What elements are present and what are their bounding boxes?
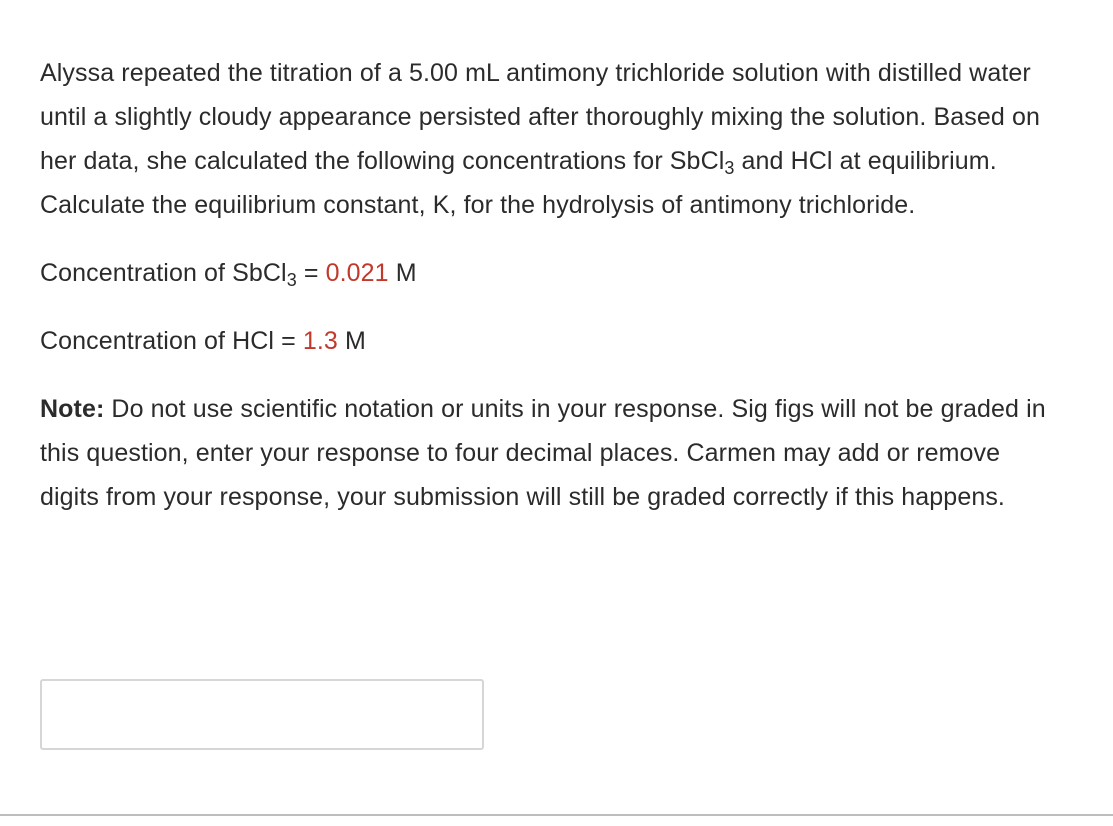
- concentration-hcl-equals: =: [274, 327, 303, 355]
- answer-input[interactable]: [40, 679, 484, 750]
- question-intro: [40, 51, 1060, 227]
- concentration-hcl-unit: M: [337, 327, 366, 355]
- concentration-hcl-value: 1.3: [302, 327, 338, 355]
- note-label: Note:: [40, 395, 105, 423]
- concentration-sbcl3-equals: =: [296, 259, 326, 287]
- intro-formula-subscript: 3: [724, 158, 735, 179]
- intro-text-part2: and HCl at equilibrium. Calculate the equilibrium constant, K, for the hydrolysis of antimony trichloride.: [40, 147, 997, 219]
- note-text: Do not use scientific notation or units in your response. Sig figs will not be graded in this question, enter your response to four decimal places. Carmen may add or remove digits from your response, your submission will still be graded correctly if this happens.: [40, 395, 1046, 511]
- concentration-sbcl3-unit: M: [388, 259, 417, 287]
- concentration-hcl-line: [40, 319, 1060, 363]
- bottom-divider: [0, 814, 1113, 816]
- concentration-sbcl3-value: 0.021: [325, 259, 389, 287]
- question-text: [40, 51, 1060, 519]
- concentration-hcl-label: Concentration of HCl: [40, 327, 275, 355]
- concentration-sbcl3-subscript: 3: [286, 270, 297, 291]
- concentration-sbcl3-line: [40, 251, 1060, 295]
- intro-text-part1: Alyssa repeated the titration of a 5.00 mL antimony trichloride solution with distilled water until a slightly cloudy appearance persisted after thoroughly mixing the solution. Based on her data, she calculated the following concentrations for SbCl: [40, 59, 1040, 175]
- concentration-sbcl3-label: Concentration of SbCl: [40, 259, 287, 287]
- note-paragraph: [40, 387, 1060, 519]
